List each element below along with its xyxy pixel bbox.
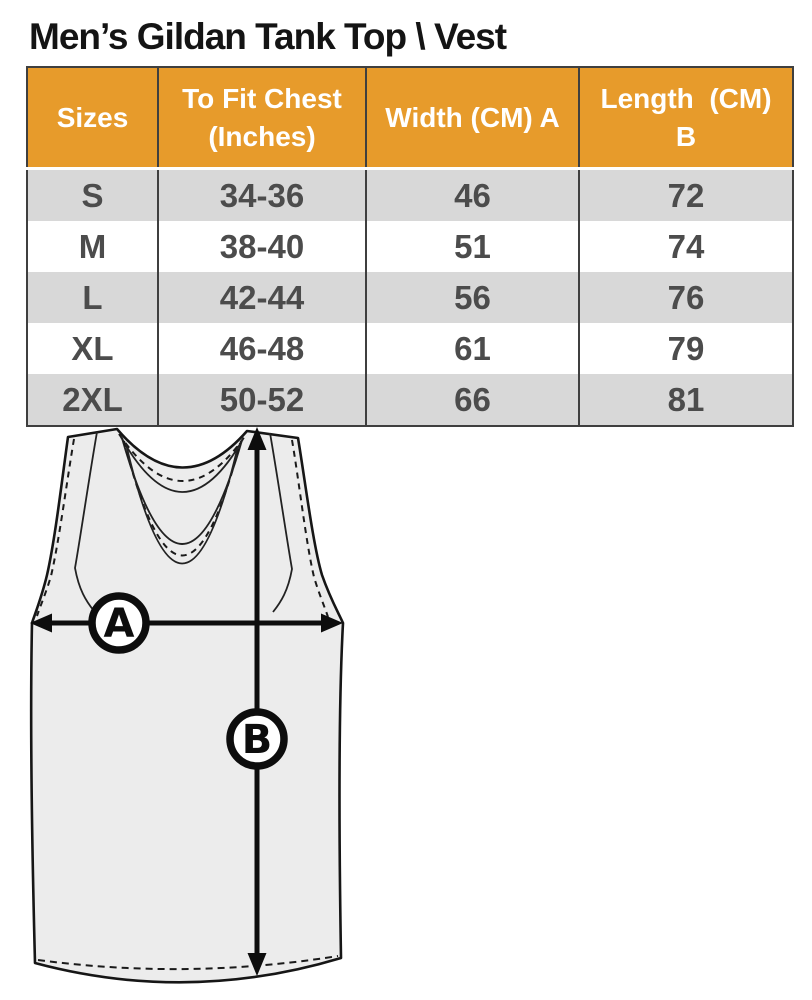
header-line: (Inches) xyxy=(208,120,316,152)
size-cell: XL xyxy=(27,323,158,374)
width-cell: 56 xyxy=(366,272,579,323)
length-cell: 72 xyxy=(579,169,793,222)
size-cell: M xyxy=(27,221,158,272)
column-header-chest xyxy=(158,67,366,169)
column-header-length xyxy=(579,67,793,169)
chest-cell: 42-44 xyxy=(158,272,366,323)
length-cell: 79 xyxy=(579,323,793,374)
width-cell: 46 xyxy=(366,169,579,222)
header-line: To Fit Chest xyxy=(182,82,342,114)
header-line: Width (CM) A xyxy=(385,101,560,133)
table-row xyxy=(27,323,793,374)
page-title: Men’s Gildan Tank Top \ Vest xyxy=(29,16,507,57)
size-cell: L xyxy=(27,272,158,323)
chest-cell: 34-36 xyxy=(158,169,366,222)
width-cell: 51 xyxy=(366,221,579,272)
tank-top-measurement-diagram xyxy=(0,418,380,1000)
size-chart-header xyxy=(27,67,793,169)
table-row xyxy=(27,221,793,272)
chest-cell: 46-48 xyxy=(158,323,366,374)
width-cell: 61 xyxy=(366,323,579,374)
chest-cell: 50-52 xyxy=(158,374,366,426)
column-header-width xyxy=(366,67,579,169)
tank-top-drawing xyxy=(0,418,380,1000)
table-row xyxy=(27,272,793,323)
length-cell: 81 xyxy=(579,374,793,426)
header-line: Length (CM) xyxy=(600,82,772,114)
measurement-b-badge xyxy=(230,712,284,766)
column-header-sizes xyxy=(27,67,158,169)
size-cell: 2XL xyxy=(27,374,158,426)
measurement-a-label: A xyxy=(103,601,135,647)
measurement-a-badge xyxy=(92,596,146,650)
header-line: B xyxy=(675,120,697,152)
chest-cell: 38-40 xyxy=(158,221,366,272)
length-cell: 76 xyxy=(579,272,793,323)
measurement-b-label: B xyxy=(241,717,273,763)
length-cell: 74 xyxy=(579,221,793,272)
table-row xyxy=(27,169,793,222)
size-chart-table xyxy=(26,66,794,427)
tank-top-outline xyxy=(31,429,343,982)
width-cell: 66 xyxy=(366,374,579,426)
header-line: Sizes xyxy=(56,101,129,133)
size-cell: S xyxy=(27,169,158,222)
